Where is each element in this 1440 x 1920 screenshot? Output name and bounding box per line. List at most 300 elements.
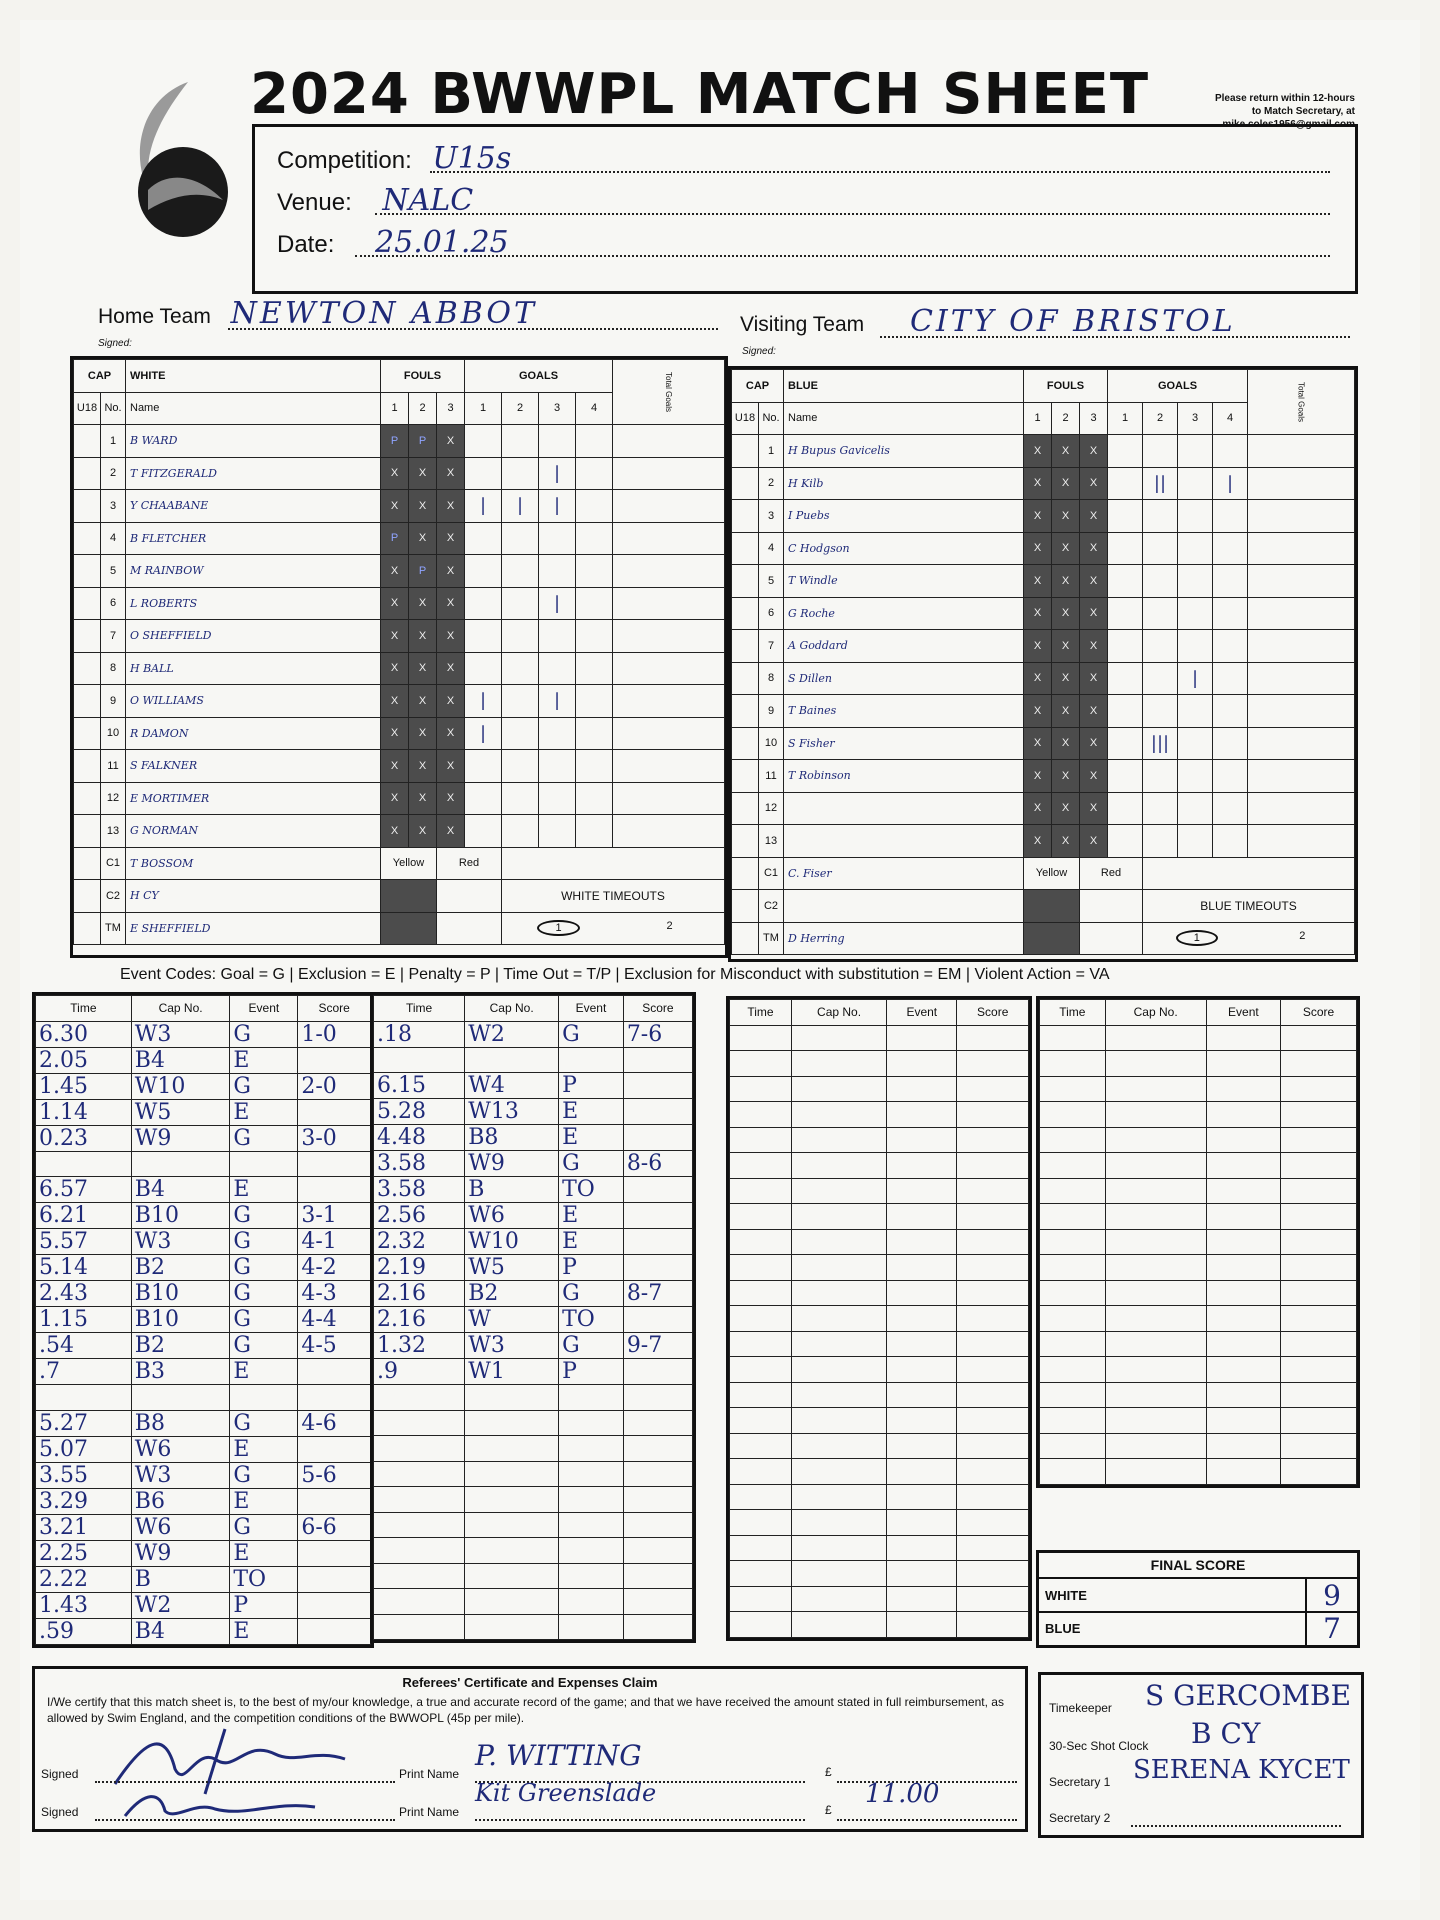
event-cell [1281,1127,1357,1153]
total-goals-cell [613,685,725,718]
event-row [36,1281,371,1307]
event-cell: 2.32 [374,1229,465,1255]
event-row [374,1255,693,1281]
event-cell: B [465,1177,559,1203]
event-cell [730,1433,792,1459]
event-cell: W10 [465,1229,559,1255]
player-name: H Kilb [784,467,1024,500]
event-cell: G [230,1462,298,1488]
goal-cell: | [539,685,576,718]
event-row [1040,1306,1357,1332]
event-cell [1040,1331,1106,1357]
event-cell [1281,1280,1357,1306]
foul-cell: X [409,490,437,523]
total-goals-header: Total Goals [613,360,725,425]
cap-number: 4 [101,522,126,555]
event-cell [887,1612,957,1638]
event-row [36,1488,371,1514]
event-row [730,1204,1029,1230]
event-cell [1206,1178,1281,1204]
event-row [374,1538,693,1564]
total-goals-cell [1248,792,1355,825]
event-cell: B10 [131,1203,230,1229]
referee-certificate [32,1666,1028,1832]
player-name: T Windle [784,565,1024,598]
u18-cell [74,522,101,555]
event-cell: E [230,1540,298,1566]
event-cell [1206,1408,1281,1434]
player-row [732,825,1355,858]
event-cell: 4-5 [298,1333,371,1359]
goal-cell [502,587,539,620]
goal-cell [1213,597,1248,630]
cap-number: 8 [101,652,126,685]
goal-cell [576,750,613,783]
event-cell [1105,1178,1206,1204]
white-timeouts-cell [502,912,725,945]
event-cell [1040,1025,1106,1051]
u18-cell [732,922,759,955]
total-goals-cell [613,587,725,620]
official-row [74,847,725,880]
player-row [732,792,1355,825]
event-row [36,1436,371,1462]
event-cell [791,1357,886,1383]
goal-col-1: 1 [465,392,502,425]
goal-cell: | [539,490,576,523]
official-name: H CY [126,880,381,913]
event-row [374,1589,693,1615]
event-cell [1206,1025,1281,1051]
event-cell [887,1102,957,1128]
event-cell: W4 [465,1073,559,1099]
event-cell: W6 [465,1203,559,1229]
certificate-text: I/We certify that this match sheet is, to the best of my/our knowledge, a true and accurate record of the game; and that we have received the amount stated in full reimbursement, as allowed by Swim England, and the competition conditions of the BWWOPL (45p per mile). [47,1695,1004,1725]
event-cell [957,1612,1029,1638]
foul-cell: X [437,522,465,555]
goal-cell [539,652,576,685]
timeout-2: 2 [666,920,673,933]
foul-cell: X [409,522,437,555]
goal-cell [1213,662,1248,695]
event-header: Cap No. [131,996,230,1022]
total-goals-cell [1248,532,1355,565]
foul-cell: X [381,652,409,685]
event-row [1040,1459,1357,1485]
blue-timeouts-cell [1143,922,1355,955]
event-row [374,1487,693,1513]
event-row [1040,1076,1357,1102]
player-row [732,695,1355,728]
event-cell [730,1178,792,1204]
event-cell: 1.15 [36,1307,132,1333]
event-cell [131,1151,230,1177]
event-cell: P [230,1592,298,1618]
event-cell [298,1592,371,1618]
event-cell: 2.16 [374,1281,465,1307]
event-row [374,1563,693,1589]
event-cell: E [559,1099,624,1125]
player-name: G Roche [784,597,1024,630]
total-goals-cell [613,717,725,750]
event-cell: E [559,1125,624,1151]
event-row [730,1433,1029,1459]
player-row [74,782,725,815]
event-cell [623,1563,692,1589]
player-name: T FITZGERALD [126,457,381,490]
event-cell [1281,1357,1357,1383]
foul-cell: X [1052,500,1080,533]
u18-cell [74,652,101,685]
event-cell [623,1307,692,1333]
foul-cell: X [409,717,437,750]
cap-number: 3 [759,500,784,533]
event-cell [1281,1178,1357,1204]
event-cell [1105,1357,1206,1383]
event-cell [1206,1331,1281,1357]
foul-cell: X [437,425,465,458]
event-cell [791,1535,886,1561]
sheet-title: 2024 BWWPL MATCH SHEET [250,62,1150,127]
white-header: WHITE [126,360,381,393]
event-cell [887,1433,957,1459]
event-row [36,1203,371,1229]
event-row [36,1514,371,1540]
goal-cell [1178,532,1213,565]
event-cell [887,1586,957,1612]
goal-cell [465,815,502,848]
event-cell: .9 [374,1359,465,1385]
event-cell [1206,1102,1281,1128]
event-cell [1040,1102,1106,1128]
event-cell: .7 [36,1359,132,1385]
goal-cell [576,620,613,653]
goal-cell [465,587,502,620]
u18-cell [74,685,101,718]
event-cell [957,1076,1029,1102]
signed-label-2: Signed [41,1805,79,1819]
foul-cell: X [409,685,437,718]
event-cell [1040,1459,1106,1485]
foul-cell: X [1052,662,1080,695]
event-table-3 [729,999,1029,1638]
event-cell [1105,1102,1206,1128]
goal-col-3: 3 [1178,402,1213,435]
event-row [730,1076,1029,1102]
event-cell [465,1385,559,1411]
event-cell: .54 [36,1333,132,1359]
event-cell [1040,1357,1106,1383]
cap-number: 5 [759,565,784,598]
competition-info-box [252,124,1358,294]
total-goals-cell [1248,467,1355,500]
total-goals-cell [1248,630,1355,663]
foul-cell: X [381,815,409,848]
event-cell: W2 [131,1592,230,1618]
event-cell [887,1357,957,1383]
goal-cell [1213,760,1248,793]
goal-cell [465,750,502,783]
event-cell [623,1487,692,1513]
player-name: T Baines [784,695,1024,728]
total-goals-cell [613,457,725,490]
event-cell [465,1589,559,1615]
player-row [732,467,1355,500]
player-name: Y CHAABANE [126,490,381,523]
event-cell [1040,1382,1106,1408]
event-cell: B [131,1566,230,1592]
foul-cell: X [1024,597,1052,630]
event-cell [1281,1102,1357,1128]
competition-label: Competition: [277,147,412,174]
event-cell: B4 [131,1047,230,1073]
total-goals-cell [613,555,725,588]
white-timeouts-label: WHITE TIMEOUTS [502,880,725,913]
u18-header: U18 [732,402,759,435]
player-name: R DAMON [126,717,381,750]
event-row [374,1229,693,1255]
pound-label-1: £ [825,1765,832,1779]
foul-cell: P [409,425,437,458]
player-name: I Puebs [784,500,1024,533]
event-row [1040,1051,1357,1077]
event-cell [791,1306,886,1332]
goal-cell [1143,630,1178,663]
event-cell: 4-4 [298,1307,371,1333]
official-role: C1 [101,847,126,880]
timekeeper-label: Timekeeper [1049,1701,1112,1715]
u18-cell [732,695,759,728]
event-cell: W6 [131,1514,230,1540]
cap-number: 13 [759,825,784,858]
name-header: Name [784,402,1024,435]
event-cell [957,1484,1029,1510]
event-cell: 2.43 [36,1281,132,1307]
event-cell: 4-6 [298,1410,371,1436]
event-cell [559,1512,624,1538]
official-name [784,890,1024,923]
event-cell: 5.27 [36,1410,132,1436]
event-cell: B2 [131,1255,230,1281]
event-cell [1281,1459,1357,1485]
goal-cell [539,620,576,653]
red-card-cell [437,880,502,913]
event-cell [559,1047,624,1073]
official-row [732,857,1355,890]
event-cell [730,1510,792,1536]
event-cell [1281,1051,1357,1077]
goal-cell: | [1213,467,1248,500]
goals-header: GOALS [1108,370,1248,403]
yellow-card-cell [1024,890,1080,923]
u18-cell [74,555,101,588]
event-cell: G [559,1281,624,1307]
foul-cell: X [1052,435,1080,468]
event-cell: G [559,1021,624,1047]
event-cell [1206,1076,1281,1102]
event-row [374,1385,693,1411]
goal-cell [1213,565,1248,598]
fouls-header: FOULS [1024,370,1108,403]
event-header: Event [1206,1000,1281,1026]
event-cell [131,1385,230,1411]
goal-cell [576,685,613,718]
event-row [1040,1331,1357,1357]
goal-cell [1178,597,1213,630]
event-cell [1040,1229,1106,1255]
event-cell: 6.21 [36,1203,132,1229]
u18-cell [74,782,101,815]
event-cell: 4-2 [298,1255,371,1281]
foul-cell: X [1052,792,1080,825]
event-cell: 3.29 [36,1488,132,1514]
event-cell [623,1073,692,1099]
event-cell [298,1151,371,1177]
goal-cell [1178,500,1213,533]
goal-cell [576,587,613,620]
event-row [730,1280,1029,1306]
foul-cell: X [1052,597,1080,630]
foul-cell: X [1052,695,1080,728]
event-cell: 3-0 [298,1125,371,1151]
event-cell [730,1586,792,1612]
foul-cell: X [437,587,465,620]
goal-cell [465,782,502,815]
event-cell [559,1410,624,1436]
no-header: No. [759,402,784,435]
player-name: H BALL [126,652,381,685]
event-cell [623,1359,692,1385]
event-cell [1040,1076,1106,1102]
u18-cell [74,815,101,848]
event-cell: P [559,1359,624,1385]
foul-cell: X [437,750,465,783]
goal-cell [465,555,502,588]
total-goals-cell [613,522,725,555]
goal-cell [576,425,613,458]
event-header: Time [1040,1000,1106,1026]
event-cell [559,1538,624,1564]
foul-cell: X [381,620,409,653]
shot-clock-label: 30-Sec Shot Clock [1049,1739,1149,1753]
foul-cell: X [437,685,465,718]
event-cell: 6.57 [36,1177,132,1203]
event-cell [887,1484,957,1510]
u18-cell [732,435,759,468]
event-row [1040,1357,1357,1383]
event-row [36,1229,371,1255]
event-row [374,1047,693,1073]
goal-cell [1178,435,1213,468]
event-cell [791,1612,886,1638]
goal-cell: | [465,685,502,718]
foul-cell: X [1024,630,1052,663]
event-row [730,1586,1029,1612]
event-cell [730,1331,792,1357]
event-cell [298,1099,371,1125]
event-row [374,1359,693,1385]
total-goals-cell [613,782,725,815]
foul-cell: X [1080,727,1108,760]
event-cell: 5.07 [36,1436,132,1462]
event-cell [465,1538,559,1564]
event-row [1040,1255,1357,1281]
event-row [1040,1280,1357,1306]
u18-cell [732,760,759,793]
secretary-1-value: SERENA KYCET [1133,1755,1350,1785]
event-cell [1206,1306,1281,1332]
official-role: TM [101,912,126,945]
event-row [36,1592,371,1618]
event-cell: W13 [465,1099,559,1125]
event-cell: 3-1 [298,1203,371,1229]
official-row [74,880,725,913]
event-cell [957,1051,1029,1077]
goal-cell [539,522,576,555]
event-cell: B2 [131,1333,230,1359]
event-cell [623,1047,692,1073]
event-cell [791,1229,886,1255]
cap-number: 8 [759,662,784,695]
goal-cell [1143,500,1178,533]
event-cell [374,1589,465,1615]
event-cell: E [230,1436,298,1462]
event-row [36,1021,371,1047]
foul-cell: X [1024,500,1052,533]
event-cell [730,1127,792,1153]
event-cell [298,1566,371,1592]
goal-cell: | [539,457,576,490]
event-cell: 7-6 [623,1021,692,1047]
final-white-value: 9 [1305,1579,1357,1612]
u18-cell [74,717,101,750]
event-cell: B8 [465,1125,559,1151]
goal-cell [1178,727,1213,760]
event-cell [623,1461,692,1487]
foul-cell: X [1080,565,1108,598]
event-header: Time [36,996,132,1022]
goal-cell [1108,630,1143,663]
event-cell [791,1382,886,1408]
event-cell [1206,1051,1281,1077]
cap-number: 3 [101,490,126,523]
event-row [36,1385,371,1411]
event-cell [1206,1459,1281,1485]
event-cell [559,1436,624,1462]
goal-cell [1143,760,1178,793]
goal-cell [1213,630,1248,663]
event-row [374,1177,693,1203]
event-row [374,1512,693,1538]
event-cell [730,1255,792,1281]
event-row [730,1306,1029,1332]
event-header-row [730,1000,1029,1026]
goal-cell [576,522,613,555]
event-cell [887,1076,957,1102]
goal-cell [465,425,502,458]
goal-cell [1108,792,1143,825]
goal-cell [1178,467,1213,500]
event-cell: W3 [131,1229,230,1255]
event-cell [559,1563,624,1589]
goal-cell [465,620,502,653]
goal-cell: | [502,490,539,523]
event-cell [887,1306,957,1332]
event-cell: 1.14 [36,1099,132,1125]
player-name: B FLETCHER [126,522,381,555]
print-name-label-2: Print Name [399,1805,460,1819]
total-goals-cell [1248,500,1355,533]
